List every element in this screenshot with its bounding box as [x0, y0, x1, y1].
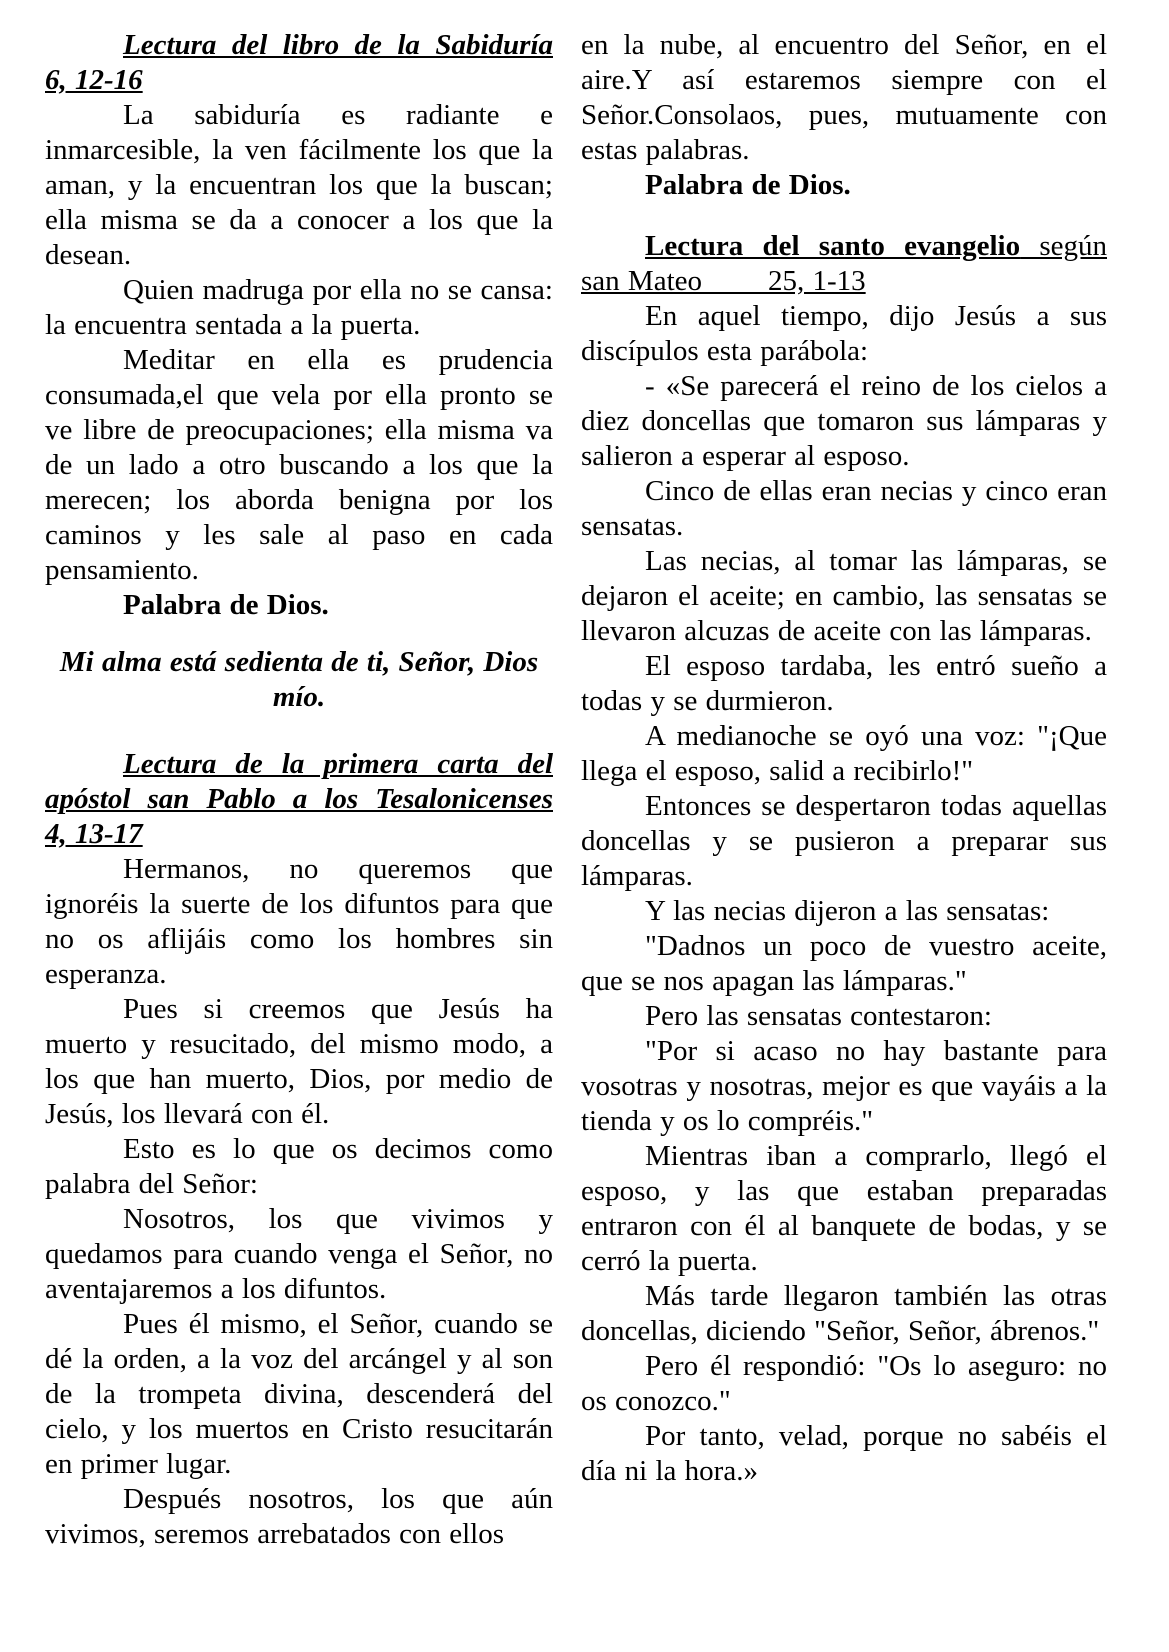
right-column [581, 28, 1107, 1632]
paragraph: Cinco de ellas eran necias y cinco eran sensatas. [581, 475, 1107, 542]
paragraph: Meditar en ella es prudencia consumada,el que vela por ella pronto se ve libre de preocupaciones; ella misma va de un lado a otro buscando a los que la merecen; los aborda benigna por los caminos y les sale al paso en cada pensamiento. [45, 344, 553, 586]
paragraph: Las necias, al tomar las lámparas, se dejaron el aceite; en cambio, las sensatas se llevaron alcuzas de aceite con las lámparas. [581, 545, 1107, 647]
gospel-title-mateo [581, 229, 1107, 299]
response-palabra-de-dios: Palabra de Dios. [645, 169, 851, 201]
paragraph: Por tanto, velad, porque no sabéis el día ni la hora.» [581, 1420, 1107, 1487]
paragraph: "Dadnos un poco de vuestro aceite, que se nos apagan las lámparas." [581, 930, 1107, 997]
paragraph: Y las necias dijeron a las sensatas: [645, 895, 1050, 927]
paragraph: Esto es lo que os decimos como palabra del Señor: [45, 1133, 553, 1200]
paragraph: Más tarde llegaron también las otras doncellas, diciendo "Señor, Señor, ábrenos." [581, 1280, 1107, 1347]
paragraph: Entonces se despertaron todas aquellas doncellas y se pusieron a preparar sus lámparas. [581, 790, 1107, 892]
paragraph: "Por si acaso no hay bastante para vosotras y nosotras, mejor es que vayáis a la tienda y os lo compréis." [581, 1035, 1107, 1137]
response-palabra-de-dios: Palabra de Dios. [123, 589, 329, 621]
paragraph: A medianoche se oyó una voz: "¡Que llega el esposo, salid a recibirlo!" [581, 720, 1107, 787]
responsorial-psalm: Mi alma está sedienta de ti, Señor, Dios mío. [59, 646, 539, 713]
paragraph: El esposo tardaba, les entró sueño a todas y se durmieron. [581, 650, 1107, 717]
paragraph: En aquel tiempo, dijo Jesús a sus discípulos esta parábola: [581, 300, 1107, 367]
paragraph: Pues si creemos que Jesús ha muerto y resucitado, del mismo modo, a los que han muerto, Dios, por medio de Jesús, los llevará con él. [45, 993, 553, 1130]
paragraph: Hermanos, no queremos que ignoréis la suerte de los difuntos para que no os aflijáis como los hombres sin esperanza. [45, 853, 553, 990]
reading-title-sabiduria: Lectura del libro de la Sabiduría 6, 12-16 [45, 29, 553, 96]
paragraph: La sabiduría es radiante e inmarcesible, la ven fácilmente los que la aman, y la encuentran los que la buscan; ella misma se da a conocer a los que la desean. [45, 99, 553, 271]
paragraph: Mientras iban a comprarlo, llegó el esposo, y las que estaban preparadas entraron con él al banquete de bodas, y se cerró la puerta. [581, 1140, 1107, 1277]
paragraph: Pues él mismo, el Señor, cuando se dé la orden, a la voz del arcángel y al son de la trompeta divina, descenderá del cielo, y los muertos en Cristo resucitarán en primer lugar. [45, 1308, 553, 1480]
paragraph: Quien madruga por ella no se cansa: la encuentra sentada a la puerta. [45, 274, 553, 341]
gospel-title-bold-text: Lectura del santo evangelio [645, 230, 1021, 262]
paragraph: Después nosotros, los que aún vivimos, seremos arrebatados con ellos [45, 1483, 553, 1550]
paragraph: Nosotros, los que vivimos y quedamos para cuando venga el Señor, no aventajaremos a los difuntos. [45, 1203, 553, 1305]
paragraph: Pero las sensatas contestaron: [645, 1000, 992, 1032]
paragraph: Pero él respondió: "Os lo aseguro: no os conozco." [581, 1350, 1107, 1417]
gospel-title-regular-text: según san Mateo 25, 1-13 [581, 230, 1107, 297]
paragraph: en la nube, al encuentro del Señor, en el aire.Y así estaremos siempre con el Señor.Consolaos, pues, mutuamente con estas palabras. [581, 29, 1107, 166]
left-column [45, 28, 553, 1632]
reading-title-tesalonicenses: Lectura de la primera carta del apóstol san Pablo a los Tesalonicenses 4, 13-17 [45, 748, 553, 850]
paragraph: - «Se parecerá el reino de los cielos a diez doncellas que tomaron sus lámparas y salieron a esperar al esposo. [581, 370, 1107, 472]
